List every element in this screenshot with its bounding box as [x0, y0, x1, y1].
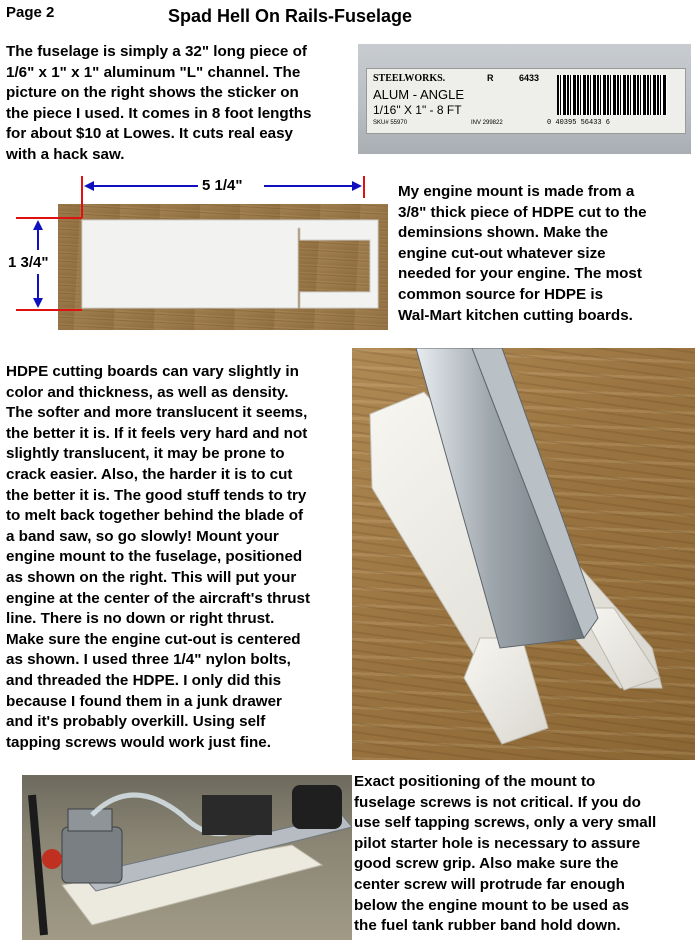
height-arrowhead-top: [33, 220, 43, 230]
photo-propeller: [32, 795, 44, 935]
height-arrowhead-bottom: [33, 298, 43, 308]
engine-mount-diagram: [2, 168, 388, 330]
width-arrowhead-right: [352, 181, 362, 191]
sticker-product: ALUM - ANGLE: [373, 87, 465, 102]
photo-engine-body: [62, 827, 122, 883]
sticker-label: [366, 68, 686, 134]
mounted-rail-photo: [352, 348, 695, 760]
width-dimension-label: 5 1/4": [202, 177, 243, 194]
page-number: Page 2: [6, 4, 55, 21]
diagram-svg: [2, 168, 388, 330]
fuselage-paragraph: The fuselage is simply a 32" long piece of 1/6" x 1" x 1" aluminum "L" channel. The picture on the right shows the sticker on the piece I used. It comes in 8 foot lengths for about $10 at Lowes. It cuts real easy with a hack saw.: [6, 43, 312, 163]
photo-servo: [202, 795, 272, 835]
sticker-photo: [358, 44, 691, 154]
page-title: Spad Hell On Rails-Fuselage: [168, 6, 413, 26]
sticker-grade: R: [487, 73, 494, 83]
photo-engine-fins: [68, 809, 112, 831]
sticker-code: 6433: [519, 73, 540, 83]
photo-battery: [292, 785, 342, 829]
barcode: [557, 75, 667, 115]
engine-photo-svg: [22, 775, 352, 940]
sticker-sku: SKU# 55970: [373, 120, 408, 126]
hdpe-paragraph: HDPE cutting boards can vary slightly in color and thickness, as well as density. The softer and more translucent it seems, the better it is. If it feels very hard and not slightly translucent, it may be prone to crack easier. Also, the harder it is to cut the better it is. The good stuff tends to try to melt back together behind the blade of a band saw, so go slowly! Mount your engine mount to the fuselage, positioned as shown on the right. This will put your engine at the center of the aircraft's thrust line. There is no down or right thrust. Make sure the engine cut-out is centered as shown. I used three 1/4" nylon bolts, and threaded the HDPE. I only did this because I found them in a junk drawer and it's probably overkill. Using self tapping screws would work just fine.: [6, 363, 311, 751]
sticker-size: 1/16" X 1" - 8 FT: [373, 103, 462, 117]
width-arrowhead-left: [84, 181, 94, 191]
photo-red-fitting: [42, 849, 62, 869]
mounted-rail-svg: [352, 348, 695, 760]
sticker-inv: INV 299822: [471, 120, 503, 126]
hdpe-fork-left: [464, 638, 548, 744]
engine-cutout: [300, 242, 368, 290]
positioning-paragraph: Exact positioning of the mount to fuselage screws is not critical. If you do use self tapping screws, only a very small pilot starter hole is necessary to assure good screw grip. Also make sure the center screw will protrude far enough below the engine mount to be used as the fuel tank rubber band hold down.: [354, 773, 657, 935]
sticker-brand: STEELWORKS.: [373, 73, 446, 84]
engine-photo: [22, 775, 352, 940]
height-dimension-label: 1 3/4": [8, 254, 49, 271]
barcode-digits: 0 40395 56433 6: [547, 119, 611, 127]
engine-mount-paragraph: My engine mount is made from a 3/8" thick piece of HDPE cut to the deminsions shown. Make the engine cut-out whatever size needed for your engine. The most common source for HDPE is Wal-Mart kitchen cutting boards.: [398, 183, 647, 324]
